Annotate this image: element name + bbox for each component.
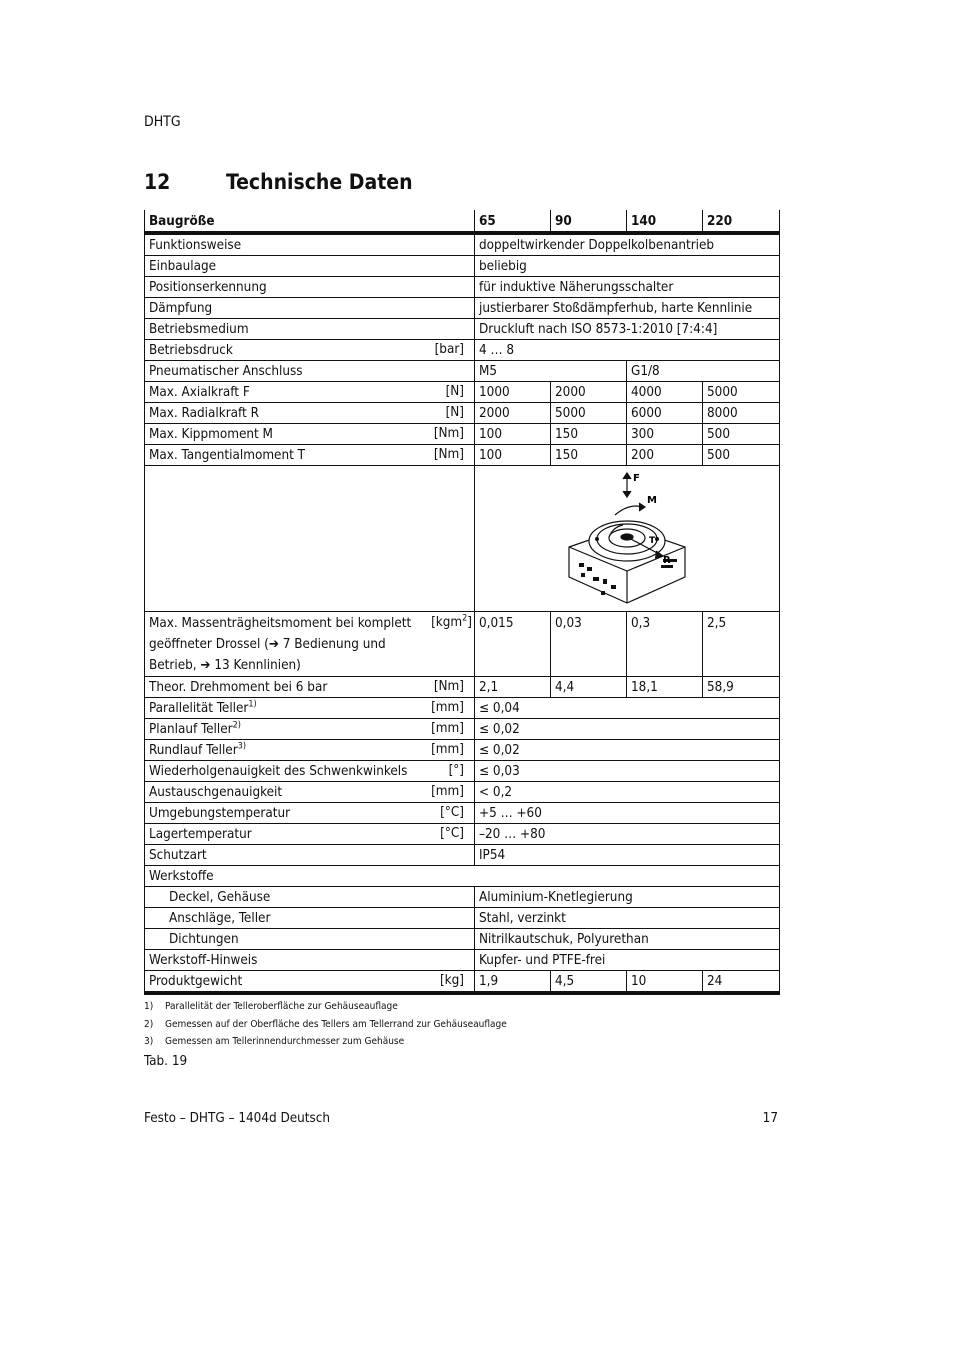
table-row xyxy=(145,340,780,361)
row-label-cell xyxy=(145,445,475,466)
row-value: +5 … +60 xyxy=(475,803,780,824)
cell-value: 500 xyxy=(703,445,780,466)
row-value: IP54 xyxy=(475,845,780,866)
row-value: Aluminium-Knetlegierung xyxy=(475,887,780,908)
row-label: Parallelität Teller xyxy=(149,701,249,716)
row-label-cell xyxy=(145,761,475,782)
cell-value: 8000 xyxy=(703,403,780,424)
footnote-number: 3) xyxy=(144,1036,154,1047)
footnote-text: Gemessen am Tellerinnendurchmesser zum Gehäuse xyxy=(165,1036,405,1047)
row-value: ≤ 0,03 xyxy=(475,761,780,782)
row-label-cell xyxy=(145,740,475,761)
cell-value: 10 xyxy=(627,971,703,994)
row-label-cell xyxy=(145,971,475,994)
row-label-cell xyxy=(145,803,475,824)
row-value: Kupfer- und PTFE-frei xyxy=(475,950,780,971)
row-label: Werkstoffe xyxy=(145,866,780,887)
table-row xyxy=(145,845,780,866)
footnote-text: Gemessen auf der Oberfläche des Tellers am Tellerrand zur Gehäuseauflage xyxy=(165,1019,507,1030)
size-90: 90 xyxy=(551,210,627,233)
moment-label-m: M xyxy=(647,495,657,506)
cell-value: 18,1 xyxy=(627,677,703,698)
table-row xyxy=(145,740,780,761)
row-value: 4 … 8 xyxy=(475,340,780,361)
row-value: ≤ 0,02 xyxy=(475,719,780,740)
row-label: Dämpfung xyxy=(145,298,475,319)
figure-cell xyxy=(475,466,780,612)
row-label: Max. Axialkraft F xyxy=(149,385,250,400)
footnote xyxy=(144,1001,398,1012)
row-label-cell xyxy=(145,719,475,740)
rotary-drive-illustration xyxy=(557,467,697,611)
section-heading xyxy=(144,170,413,194)
row-unit: [kg] xyxy=(439,973,464,988)
table-row xyxy=(145,403,780,424)
row-label-line: Max. Massenträgheitsmoment bei komplett xyxy=(149,616,412,631)
section-title: Technische Daten xyxy=(226,170,413,194)
footnote xyxy=(144,1036,404,1047)
row-label: Betriebsdruck xyxy=(149,343,233,358)
cell-value: 100 xyxy=(475,445,551,466)
row-label-cell xyxy=(145,424,475,445)
table-row xyxy=(145,424,780,445)
arrow-right-icon: ➔ xyxy=(200,658,211,673)
cell-value: 500 xyxy=(703,424,780,445)
row-value: beliebig xyxy=(475,256,780,277)
cell-value: 0,3 xyxy=(627,612,703,677)
row-label: Betriebsmedium xyxy=(145,319,475,340)
row-label: Werkstoff-Hinweis xyxy=(145,950,475,971)
row-value: für induktive Näherungsschalter xyxy=(475,277,780,298)
cell-value: 200 xyxy=(627,445,703,466)
table-row xyxy=(145,803,780,824)
row-label-cell xyxy=(145,677,475,698)
section-number: 12 xyxy=(144,170,171,194)
cell-value: 2000 xyxy=(475,403,551,424)
footnote-number: 1) xyxy=(144,1001,154,1012)
cell-value: 5000 xyxy=(703,382,780,403)
cell-value: 1000 xyxy=(475,382,551,403)
row-unit: [mm] xyxy=(431,700,464,715)
row-unit: [mm] xyxy=(431,784,464,799)
row-unit: [Nm] xyxy=(433,426,464,441)
row-label-cell xyxy=(145,382,475,403)
size-140: 140 xyxy=(627,210,703,233)
cell-value: 150 xyxy=(551,445,627,466)
table-row xyxy=(145,382,780,403)
size-65: 65 xyxy=(475,210,551,233)
cell-value: 4000 xyxy=(627,382,703,403)
cross-reference-link[interactable]: 13 Kennlinien) xyxy=(214,658,301,673)
row-value: ≤ 0,04 xyxy=(475,698,780,719)
footnote-ref: 1) xyxy=(248,699,257,710)
table-caption: Tab. 19 xyxy=(144,1054,188,1069)
row-unit: [kgm$^2$] xyxy=(431,613,472,630)
row-value: G1/8 xyxy=(627,361,780,382)
cell-value: 100 xyxy=(475,424,551,445)
row-label: Pneumatischer Anschluss xyxy=(145,361,475,382)
arrow-right-icon: ➔ xyxy=(268,637,279,652)
row-value: < 0,2 xyxy=(475,782,780,803)
cell-value: 4,5 xyxy=(551,971,627,994)
cell-value: 2000 xyxy=(551,382,627,403)
cell-value: 300 xyxy=(627,424,703,445)
row-unit: [mm] xyxy=(431,742,464,757)
figure-row xyxy=(145,466,780,612)
table-row xyxy=(145,256,780,277)
footnote-number: 2) xyxy=(144,1019,154,1030)
cell-value: 2,5 xyxy=(703,612,780,677)
row-label-cell xyxy=(145,403,475,424)
row-label: Positionserkennung xyxy=(145,277,475,298)
header-label: Baugröße xyxy=(145,210,475,233)
table-row xyxy=(145,361,780,382)
row-label: Funktionsweise xyxy=(145,233,475,256)
page-footer: Festo – DHTG – 1404d Deutsch xyxy=(144,1111,331,1126)
row-label: Deckel, Gehäuse xyxy=(145,887,475,908)
cross-reference-link[interactable]: 7 Bedienung und xyxy=(282,637,386,652)
table-row xyxy=(145,612,780,677)
row-unit: [Nm] xyxy=(433,447,464,462)
row-unit: [mm] xyxy=(431,721,464,736)
row-label: Einbaulage xyxy=(145,256,475,277)
cell-value: 2,1 xyxy=(475,677,551,698)
row-label: Lagertemperatur xyxy=(149,827,252,842)
row-label-cell xyxy=(145,782,475,803)
tangential-label-t: T xyxy=(649,536,656,546)
table-row xyxy=(145,971,780,994)
cell-value: 150 xyxy=(551,424,627,445)
row-label: Produktgewicht xyxy=(149,974,243,989)
table-header-row xyxy=(145,210,780,233)
row-unit: [°C] xyxy=(440,826,464,841)
cell-value: 58,9 xyxy=(703,677,780,698)
table-row xyxy=(145,698,780,719)
row-label: Max. Tangentialmoment T xyxy=(149,448,306,463)
row-label: Umgebungstemperatur xyxy=(149,806,291,821)
row-value: ≤ 0,02 xyxy=(475,740,780,761)
force-label-f: F xyxy=(633,473,640,484)
row-value: M5 xyxy=(475,361,627,382)
row-label: Schutzart xyxy=(145,845,475,866)
radial-label-r: R xyxy=(663,555,671,566)
row-label: Austauschgenauigkeit xyxy=(149,785,283,800)
row-label-cell xyxy=(145,698,475,719)
table-row xyxy=(145,233,780,256)
size-220: 220 xyxy=(703,210,780,233)
technical-data-table xyxy=(144,210,780,995)
row-unit: [°C] xyxy=(440,805,464,820)
table-row xyxy=(145,908,780,929)
cell-value: 5000 xyxy=(551,403,627,424)
cell-value: 4,4 xyxy=(551,677,627,698)
footnote-text: Parallelität der Telleroberfläche zur Gehäuseauflage xyxy=(165,1001,398,1012)
cell-value: 24 xyxy=(703,971,780,994)
table-row xyxy=(145,761,780,782)
cell-value: 0,03 xyxy=(551,612,627,677)
row-label: Max. Kippmoment M xyxy=(149,427,273,442)
row-value: doppeltwirkender Doppelkolbenantrieb xyxy=(475,233,780,256)
row-label: Max. Radialkraft R xyxy=(149,406,259,421)
page-number: 17 xyxy=(762,1111,778,1126)
row-value: justierbarer Stoßdämpferhub, harte Kennlinie xyxy=(475,298,780,319)
table-row xyxy=(145,719,780,740)
row-label: Dichtungen xyxy=(145,929,475,950)
row-value: Nitrilkautschuk, Polyurethan xyxy=(475,929,780,950)
row-unit: [N] xyxy=(445,384,464,399)
row-unit: [°] xyxy=(448,763,464,778)
row-label: Planlauf Teller xyxy=(149,722,233,737)
row-label-cell xyxy=(145,824,475,845)
table-row xyxy=(145,445,780,466)
figure-empty-cell xyxy=(145,466,475,612)
row-unit: [Nm] xyxy=(433,679,464,694)
table-row xyxy=(145,950,780,971)
row-label-cell xyxy=(145,340,475,361)
row-label: Theor. Drehmoment bei 6 bar xyxy=(149,680,328,695)
cell-value: 6000 xyxy=(627,403,703,424)
row-value: Druckluft nach ISO 8573-1:2010 [7:4:4] xyxy=(475,319,780,340)
table-row xyxy=(145,782,780,803)
table-row xyxy=(145,929,780,950)
footnote-ref: 2) xyxy=(232,720,241,731)
footnote-ref: 3) xyxy=(237,741,246,752)
table-row xyxy=(145,887,780,908)
table-row xyxy=(145,824,780,845)
row-unit: [bar] xyxy=(434,342,464,357)
row-value: Stahl, verzinkt xyxy=(475,908,780,929)
table-row xyxy=(145,277,780,298)
cell-value: 1,9 xyxy=(475,971,551,994)
table-row xyxy=(145,298,780,319)
row-label: Anschläge, Teller xyxy=(145,908,475,929)
row-value: –20 … +80 xyxy=(475,824,780,845)
table-row xyxy=(145,677,780,698)
running-header: DHTG xyxy=(144,114,181,130)
cell-value: 0,015 xyxy=(475,612,551,677)
table-row xyxy=(145,319,780,340)
footnote xyxy=(144,1019,507,1030)
row-label: Rundlauf Teller xyxy=(149,743,238,758)
row-label-line: Betrieb, xyxy=(149,658,201,673)
row-label-line: geöffneter Drossel ( xyxy=(149,637,269,652)
row-label: Wiederholgenauigkeit des Schwenkwinkels xyxy=(149,764,408,779)
table-row xyxy=(145,866,780,887)
row-label-cell xyxy=(145,612,475,677)
row-unit: [N] xyxy=(445,405,464,420)
